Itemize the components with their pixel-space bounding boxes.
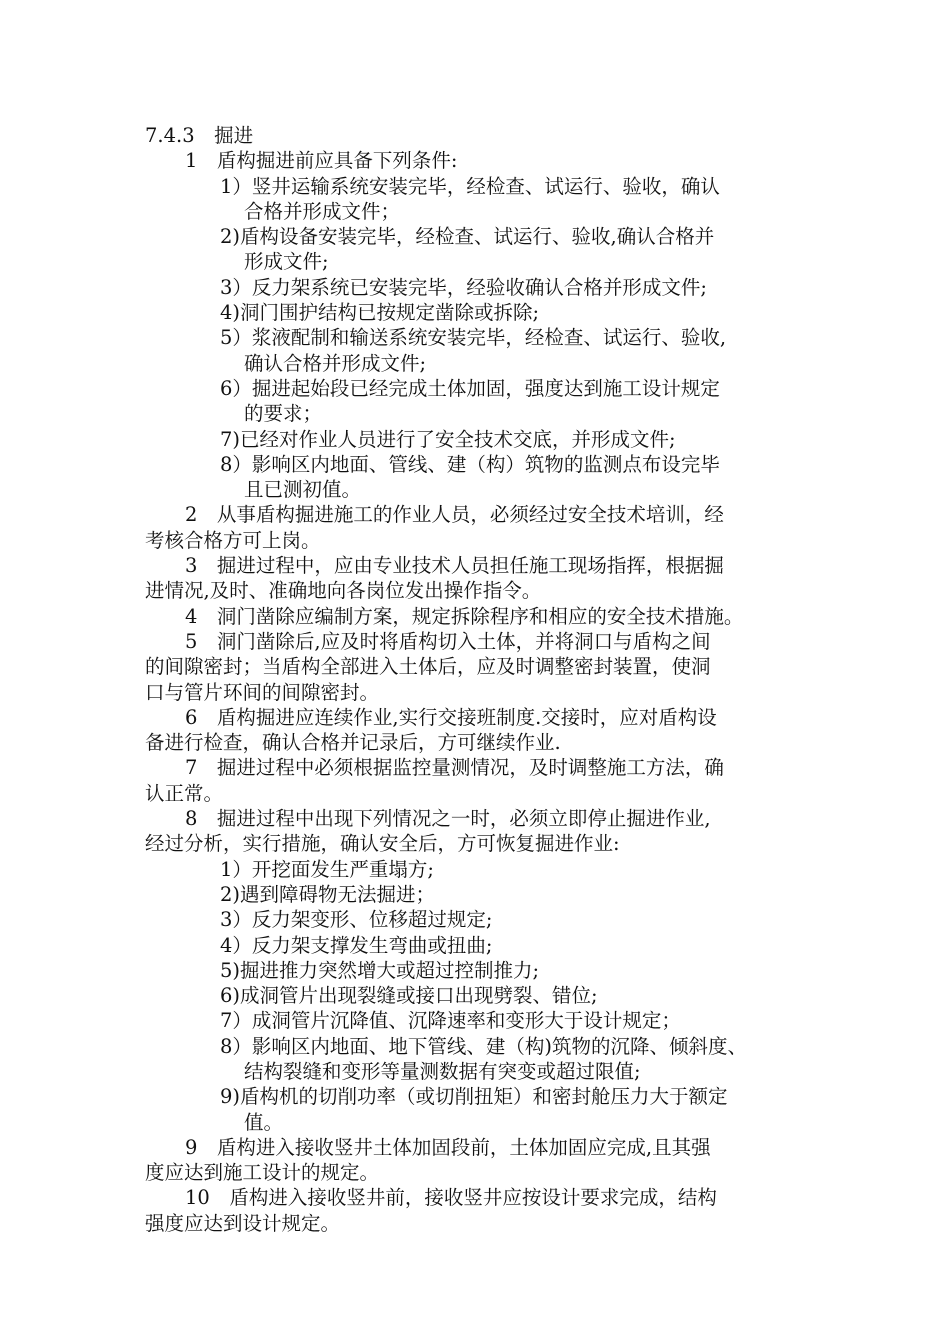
text-line: 1）开挖面发生严重塌方; — [220, 857, 434, 881]
text-line: 强度应达到设计规定。 — [145, 1211, 341, 1235]
text-line: 5)掘进推力突然增大或超过控制推力; — [220, 958, 540, 982]
text-line: 5 洞门凿除后,应及时将盾构切入土体，并将洞口与盾构之间 — [185, 629, 711, 653]
text-line: 4)洞门围护结构已按规定凿除或拆除; — [220, 301, 540, 325]
text-line: 7 掘进过程中必须根据监控量测情况，及时调整施工方法，确 — [185, 756, 724, 780]
text-line: 8）影响区内地面、管线、建（构）筑物的监测点布设完毕 — [220, 452, 720, 476]
text-line: 经过分析，实行措施，确认安全后，方可恢复掘进作业: — [145, 832, 620, 856]
text-line: 认正常。 — [145, 781, 224, 805]
text-line: 1）竖井运输系统安装完毕，经检查、试运行、验收，确认 — [220, 174, 720, 198]
text-line: 9)盾构机的切削功率（或切削扭矩）和密封舱压力大于额定 — [220, 1085, 728, 1109]
text-line: 结构裂缝和变形等量测数据有突变或超过限值; — [244, 1059, 641, 1083]
document-body — [145, 123, 820, 1236]
text-line: 值。 — [244, 1110, 284, 1134]
text-line: 合格并形成文件； — [244, 199, 401, 223]
text-line: 5）浆液配制和输送系统安装完毕，经检查、试运行、验收, — [220, 326, 727, 350]
text-line: 进情况,及时、准确地向各岗位发出操作指令。 — [145, 579, 542, 603]
text-line: 2 从事盾构掘进施工的作业人员，必须经过安全技术培训，经 — [185, 503, 724, 527]
text-line: 确认合格并形成文件; — [244, 351, 427, 375]
text-line: 6)成洞管片出现裂缝或接口出现劈裂、错位; — [220, 984, 598, 1008]
text-line: 6 盾构掘进应连续作业,实行交接班制度.交接时，应对盾构设 — [185, 705, 717, 729]
text-line: 8 掘进过程中出现下列情况之一时，必须立即停止掘进作业, — [185, 807, 711, 831]
text-line: 度应达到施工设计的规定。 — [145, 1161, 380, 1185]
text-line: 考核合格方可上岗。 — [145, 528, 321, 552]
text-line: 备进行检查，确认合格并记录后，方可继续作业. — [145, 731, 561, 755]
text-line: 2)盾构设备安装完毕，经检查、试运行、验收,确认合格并 — [220, 225, 715, 249]
text-line: 3 掘进过程中，应由专业技术人员担任施工现场指挥，根据掘 — [185, 554, 724, 578]
text-line: 2)遇到障碍物无法掘进； — [220, 882, 436, 906]
text-line: 4 洞门凿除应编制方案，规定拆除程序和相应的安全技术措施。 — [185, 604, 744, 628]
text-line: 3）反力架系统已安装完毕，经验收确认合格并形成文件; — [220, 275, 707, 299]
text-line: 的要求； — [244, 402, 323, 426]
text-line: 8）影响区内地面、地下管线、建（构)筑物的沉降、倾斜度、 — [220, 1034, 748, 1058]
text-line: 6）掘进起始段已经完成土体加固，强度达到施工设计规定 — [220, 376, 720, 400]
text-line: 7）成洞管片沉降值、沉降速率和变形大于设计规定； — [220, 1009, 681, 1033]
text-line: 9 盾构进入接收竖井土体加固段前，土体加固应完成,且其强 — [185, 1135, 711, 1159]
text-line: 7.4.3 掘进 — [145, 124, 254, 147]
text-line: 3）反力架变形、位移超过规定; — [220, 908, 493, 932]
text-line: 形成文件; — [244, 250, 329, 274]
text-line: 7)已经对作业人员进行了安全技术交底，并形成文件; — [220, 427, 676, 451]
text-line: 口与管片环间的间隙密封。 — [145, 680, 380, 704]
text-line: 4）反力架支撑发生弯曲或扭曲; — [220, 933, 493, 957]
text-line: 1 盾构掘进前应具备下列条件: — [185, 149, 458, 173]
text-line: 且已测初值。 — [244, 478, 362, 502]
text-line: 的间隙密封；当盾构全部进入土体后，应及时调整密封装置，使洞 — [145, 655, 711, 679]
text-line: 10 盾构进入接收竖井前，接收竖井应按设计要求完成，结构 — [185, 1186, 717, 1210]
